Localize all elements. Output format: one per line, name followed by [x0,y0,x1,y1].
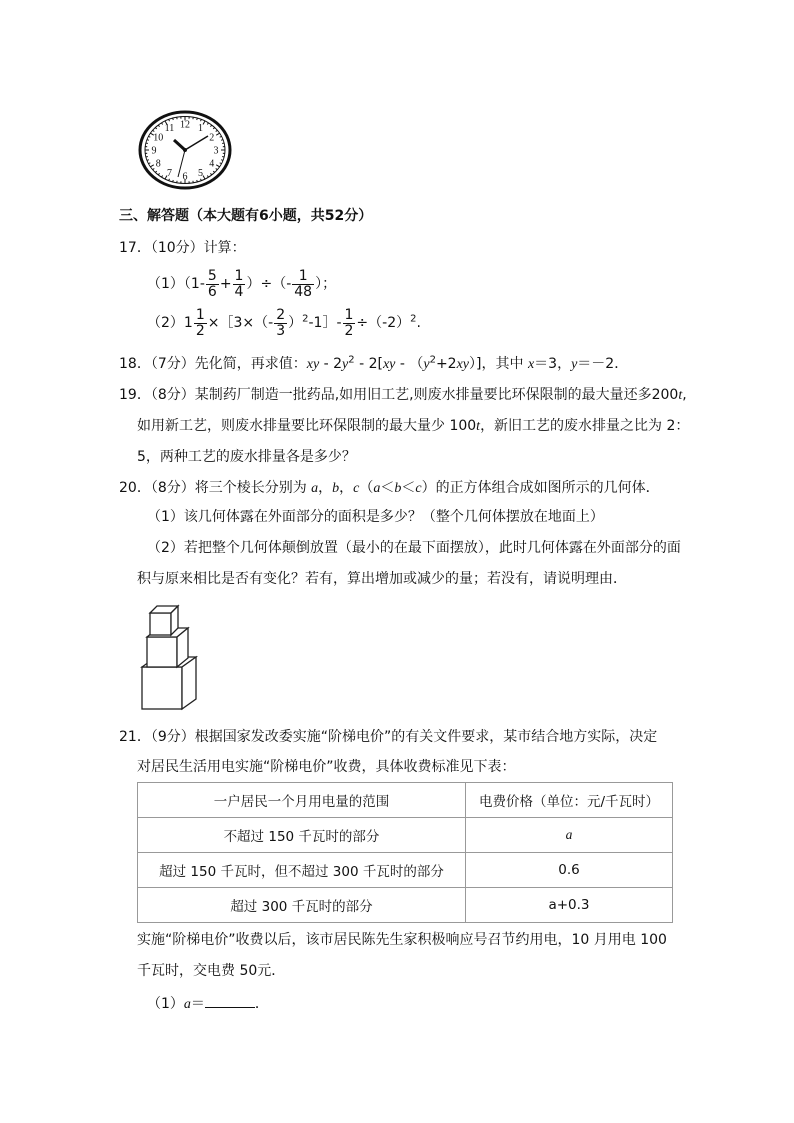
clock-numeral: 10 [153,132,164,144]
clock-figure [138,110,234,190]
clock-tick [173,118,174,120]
q20-part2-line1: （2）若把整个几何体颠倒放置（最小的在最下面摆放），此时几何体露在外面部分的面 [147,540,681,556]
q17-part1: （1）（1- $\frac{5}{6}$ + $\frac{1}{4}$ ）÷（- $\frac{1}{48}$ ）； [147,267,337,300]
q21-line4: 千瓦时，交电费 50元． [137,963,286,979]
q19-line2: 如用新工艺，则废水排量要比环保限制的最大量少 100t，新旧工艺的废水排量之比为 2： [137,418,690,434]
clock-tick [222,143,224,144]
table-header: 一户居民一个月用电量的范围 [138,783,466,818]
q20-part1: （1）该几何体露在外面部分的面积是多少？（整个几何体摆放在地面上） [147,509,604,525]
fraction: $\frac{5}{6}$ [207,267,217,300]
q21-line2: 对居民生活用电实施“阶梯电价”收费，具体收费标准见下表： [137,759,516,775]
answer-blank[interactable] [205,993,255,1008]
clock-numeral: 6 [182,171,188,183]
clock-tick [221,160,223,161]
clock-tick [221,140,223,141]
q21-line3: 实施“阶梯电价”收费以后，该市居民陈先生家积极响应号召节约用电，10 月用电 100 [137,932,667,948]
fraction: $\frac{1}{48}$ [294,267,313,300]
stacked-cubes-figure [140,603,204,711]
table-cell: a [466,818,673,853]
part-label: （2） [147,315,184,331]
clock-tick [146,143,148,144]
clock-tick [147,160,149,161]
clock-numeral: 9 [151,145,157,157]
q19-line1: 19．（8分）某制药厂制造一批药品,如用旧工艺,则废水排量要比环保限制的最大量还多200t, [119,387,687,403]
q17-part2: （2）1 $\frac{1}{2}$ ×［3×（- $\frac{2}{3}$ ）$^2$-1］- $\frac{1}{2}$ $\div(-2)^2$. [147,306,421,339]
fraction: $\frac{2}{3}$ [276,306,286,339]
clock-tick [222,157,224,158]
price-table [137,782,673,923]
fraction: $\frac{1}{4}$ [234,267,244,300]
table-cell: 超过 300 千瓦时的部分 [138,888,466,923]
part-label: （1） [147,276,184,292]
clock-tick [173,180,174,182]
clock-numeral: 5 [198,168,203,179]
table-cell: a+0.3 [466,888,673,923]
q21-line1: 21．（9分）根据国家发改委实施“阶梯电价”的有关文件要求，某市结合地方实际，决定 [119,729,658,745]
clock-numeral: 2 [209,132,215,144]
clock-tick [146,157,148,158]
q21-part1: （1）a＝ ． [147,993,269,1015]
clock-numeral: 4 [209,158,215,170]
clock-tick [197,180,198,182]
table-cell: 超过 150 千瓦时，但不超过 300 千瓦时的部分 [138,853,466,888]
fraction: $\frac{1}{2}$ [344,306,354,339]
clock-numeral: 7 [167,168,172,179]
clock-numeral: 1 [198,123,203,134]
table-row [138,818,673,853]
fraction: $\frac{1}{2}$ [195,306,205,339]
q19-line3: 5，两种工艺的废水排量各是多少？ [137,449,356,465]
table-row [138,853,673,888]
clock-tick [197,118,198,120]
section-title: 三、解答题（本大题有6小题，共52分） [119,208,373,224]
clock-numeral: 8 [155,158,161,170]
clock-numeral: 11 [164,123,175,134]
clock-numeral: 12 [180,119,190,131]
clock-tick [147,140,149,141]
table-row [138,888,673,923]
clock-numeral: 3 [213,145,219,157]
q17-heading: 17．（10分）计算： [119,240,246,256]
table-header: 电费价格（单位：元/千瓦时） [466,783,673,818]
table-header-row [138,783,673,818]
q20-line1: 20．（8分）将三个棱长分别为 a，b，c（a＜b＜c）的正方体组合成如图所示的几何体． [119,480,660,496]
table-cell: 0.6 [466,853,673,888]
q18-question: 18．（7分）先化简，再求值：xy - $2y^2 - 2[xy - (y^2+2xy)]$，其中 x＝3，y＝－2． [119,354,629,372]
q20-part2-line2: 积与原来相比是否有变化？若有，算出增加或减少的量；若没有，请说明理由． [137,571,627,587]
table-cell: 不超过 150 千瓦时的部分 [138,818,466,853]
